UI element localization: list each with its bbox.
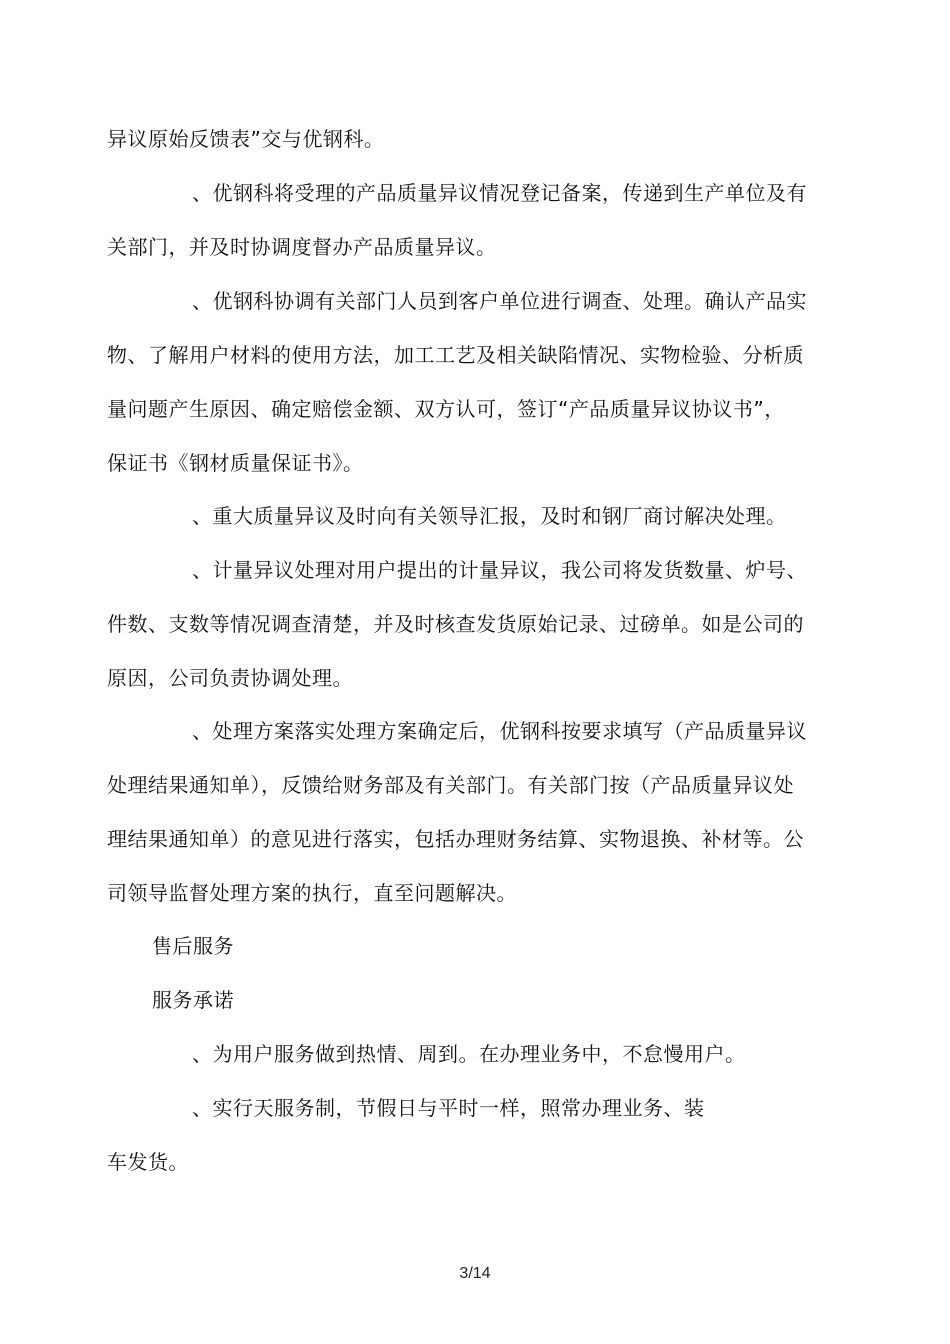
text-line: 、优钢科将受理的产品质量异议情况登记备案，传递到生产单位及有 (192, 181, 807, 205)
text-line: 原因，公司负责协调处理。 (107, 666, 353, 690)
section-heading: 服务承诺 (152, 988, 234, 1012)
section-heading: 售后服务 (152, 934, 234, 958)
text-line: 理结果通知单）的意见进行落实，包括办理财务结算、实物退换、补材等。公 (107, 827, 804, 851)
text-line: 、为用户服务做到热情、周到。在办理业务中，不怠慢用户。 (192, 1042, 746, 1066)
text-line: 物、了解用户材料的使用方法，加工工艺及相关缺陷情况、实物检验、分析质 (107, 343, 804, 367)
text-line: 保证书《钢材质量保证书》。 (107, 451, 364, 475)
text-line: 司领导监督处理方案的执行，直至问题解决。 (107, 881, 517, 905)
text-line: 、计量异议处理对用户提出的计量异议，我公司将发货数量、炉号、 (192, 558, 807, 582)
text-line: 、实行天服务制，节假日与平时一样，照常办理业务、装 (192, 1096, 705, 1120)
text-line: 量问题产生原因、确定赔偿金额、双方认可，签订“产品质量异议协议书”， (107, 397, 785, 421)
text-line: 车发货。 (107, 1150, 189, 1174)
text-line: 关部门，并及时协调度督办产品质量异议。 (107, 235, 497, 259)
text-line: 、重大质量异议及时向有关领导汇报，及时和钢厂商讨解决处理。 (192, 504, 787, 528)
page-number: 3/14 (459, 1265, 491, 1282)
text-line: 处理结果通知单），反馈给财务部及有关部门。有关部门按（产品质量异议处 (107, 773, 794, 797)
text-line: 、处理方案落实处理方案确定后，优钢科按要求填写（产品质量异议 (192, 719, 807, 743)
text-line: 、优钢科协调有关部门人员到客户单位进行调查、处理。确认产品实 (192, 289, 807, 313)
text-line: 件数、支数等情况调查清楚，并及时核查发货原始记录、过磅单。如是公司的 (107, 612, 804, 636)
text-line: 异议原始反馈表”交与优钢科。 (107, 127, 385, 151)
